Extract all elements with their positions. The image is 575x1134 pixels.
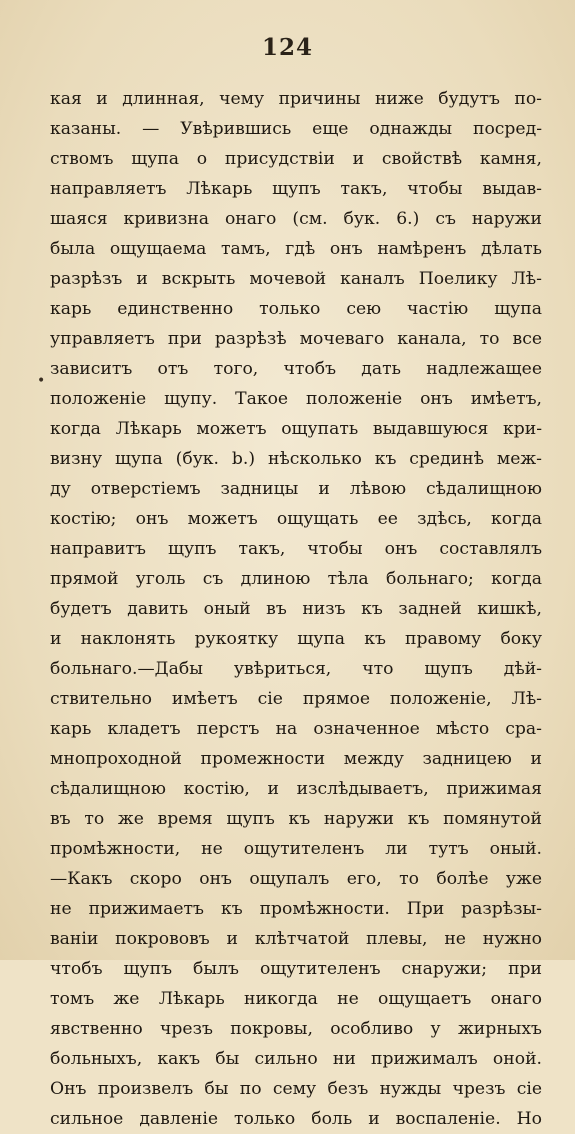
text-line: не прижимаетъ къ промѣжности. При разрѣзы- (50, 899, 542, 919)
text-line: больнаго.—Дабы увѣриться, что щупъ дѣй- (50, 659, 542, 679)
body-text (50, 84, 542, 1134)
text-line: направитъ щупъ такъ, чтобы онъ составлялъ (50, 539, 542, 559)
text-line: ваніи покрововъ и клѣтчатой плевы, не нужно (50, 929, 542, 949)
text-line: промѣжности, не ощутителенъ ли тутъ оный. (50, 839, 542, 859)
text-line: прямой уголь съ длиною тѣла больнаго; когда (50, 569, 542, 589)
text-line: кая и длинная, чему причины ниже будутъ по- (50, 89, 542, 109)
text-line: костію; онъ можетъ ощущать ее здѣсь, когда (50, 509, 542, 529)
text-line: направляетъ Лѣкарь щупъ такъ, чтобы выдав- (50, 179, 542, 199)
text-line: управляетъ при разрѣзѣ мочеваго канала, то все (50, 329, 542, 349)
text-line: ду отверстіемъ задницы и лѣвою сѣдалищною (50, 479, 542, 499)
text-line: зависитъ отъ того, чтобъ дать надлежащее (50, 359, 542, 379)
text-line: казаны. — Увѣрившись еще однажды посред- (50, 119, 542, 139)
text-line: когда Лѣкарь можетъ ощупать выдавшуюся кри- (50, 419, 542, 439)
text-line: томъ же Лѣкарь никогда не ощущаетъ онаго (50, 989, 542, 1009)
text-line: мнопроходной промежности между задницею и (50, 749, 542, 769)
page-number: 124 (261, 34, 313, 61)
text-line: въ то же время щупъ къ наружи къ помянутой (50, 809, 542, 829)
text-line: ствительно имѣетъ сіе прямое положеніе, Лѣ- (50, 689, 542, 709)
text-line: —Какъ скоро онъ ощупалъ его, то болѣе уже (50, 869, 542, 889)
text-line: сѣдалищною костію, и изслѣдываетъ, прижимая (50, 779, 542, 799)
text-line: будетъ давить оный въ низъ къ задней кишкѣ, (50, 599, 542, 619)
text-line: карь единственно только сею частію щупа (50, 299, 542, 319)
text-line: Онъ произвелъ бы по сему безъ нужды чрезъ сіе (50, 1079, 542, 1099)
text-line: ствомъ щупа о присудствіи и свойствѣ камня, (50, 149, 542, 169)
text-line: разрѣзъ и вскрыть мочевой каналъ Поелику Лѣ- (50, 269, 542, 289)
text-line: шаяся кривизна онаго (см. бук. 6.) съ наружи (50, 209, 542, 229)
text-line: чтобъ щупъ былъ ощутителенъ снаружи; при (50, 959, 542, 979)
text-line: была ощущаема тамъ, гдѣ онъ намѣренъ дѣлать (50, 239, 542, 259)
text-line: и наклонять рукоятку щупа къ правому боку (50, 629, 542, 649)
text-line: карь кладетъ перстъ на означенное мѣсто сра- (50, 719, 542, 739)
text-line: визну щупа (бук. b.) нѣсколько къ срединѣ меж- (50, 449, 542, 469)
text-line: явственно чрезъ покровы, особливо у жирныхъ (50, 1019, 542, 1039)
text-line: положеніе щупу. Такое положеніе онъ имѣетъ, (50, 389, 542, 409)
text-line: сильное давленіе только боль и воспаленіе. Но (50, 1109, 542, 1129)
text-line: больныхъ, какъ бы сильно ни прижималъ оной. (50, 1049, 542, 1069)
margin-mark: • (37, 373, 46, 389)
